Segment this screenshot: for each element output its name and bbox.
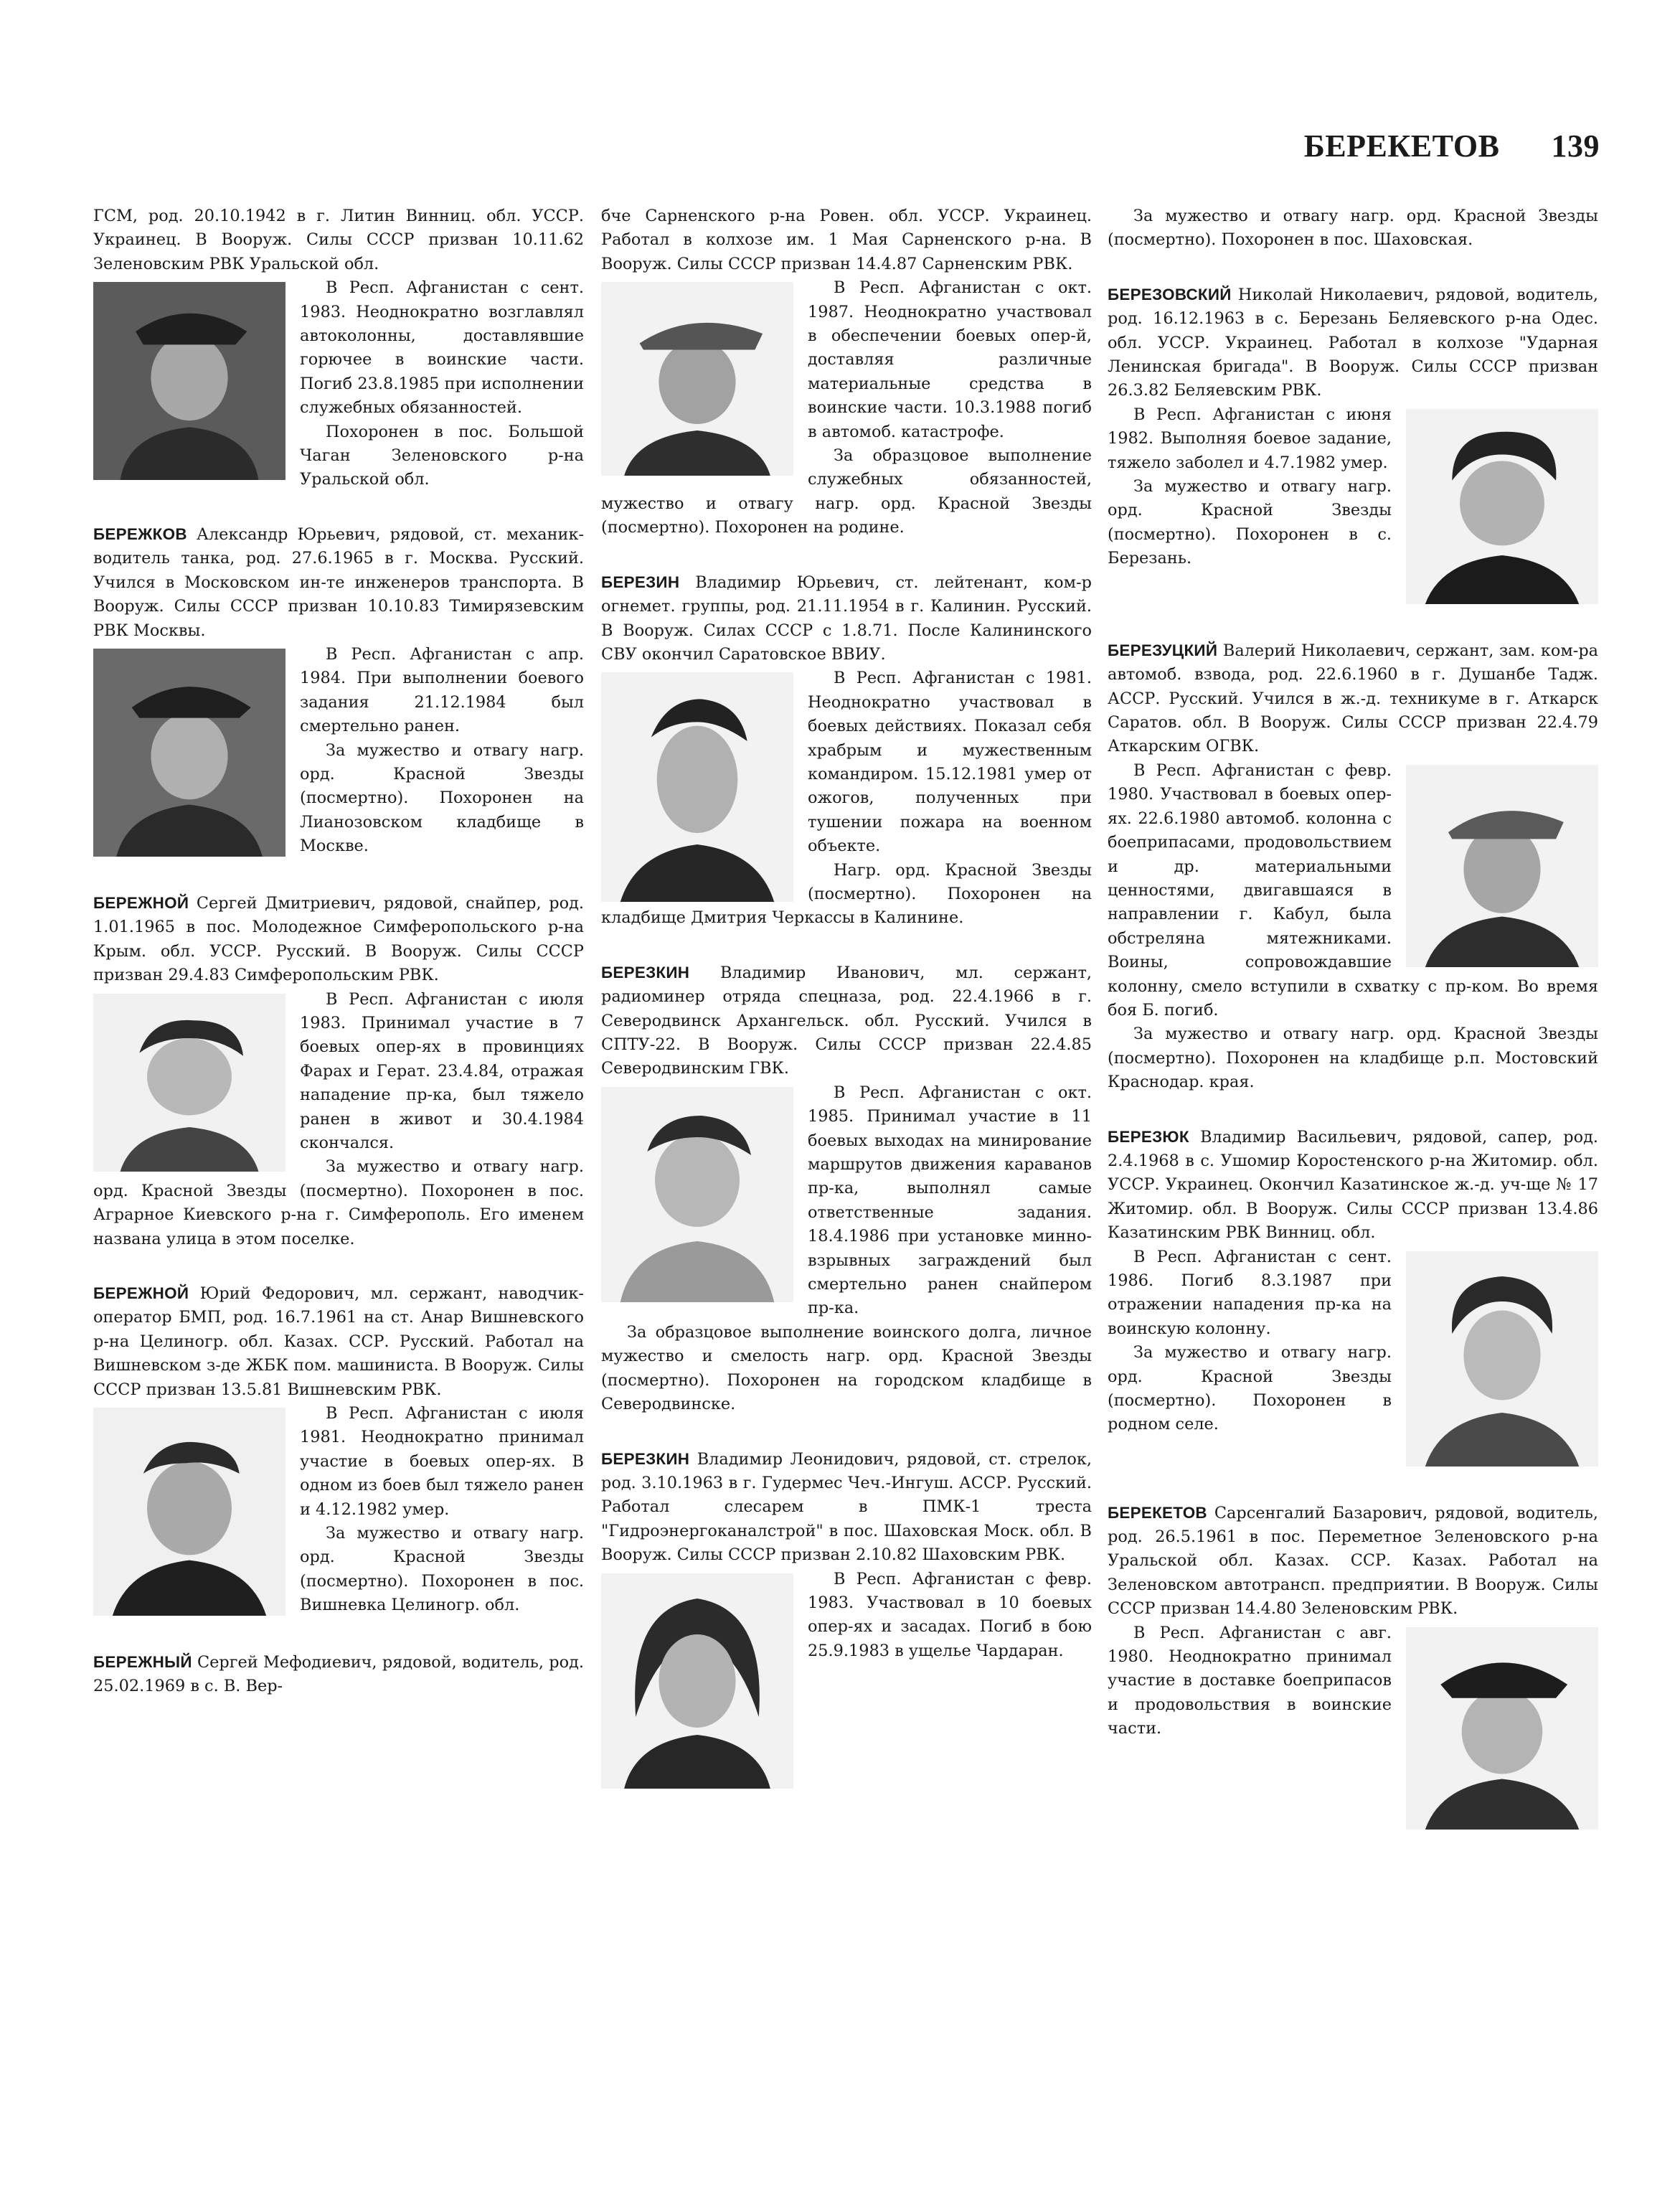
entry-intro <box>93 522 584 643</box>
entry-name: БЕРЕКЕТОВ <box>1108 1503 1207 1522</box>
entry-intro-text: Александр Юрьевич, рядовой, ст. механик-водитель танка, род. 27.6.1965 в г. Москва. Русский. Учился в Московском ин-те инженеров транспорта. В Вооруж. Силы СССР призван 10.10.83 Тимирязевским РВК Москвы. <box>93 524 585 640</box>
entry-paragraph: За мужество и отвагу нагр. орд. Красной Звезды (посмертно). Похоронен в пос. Вишневка Целиногр. обл. <box>300 1524 584 1615</box>
entry-intro <box>93 1281 584 1402</box>
entry-paragraph: В Респ. Афганистан с авг. 1980. Неоднократно принимал участие в доставке боеприпасов и продовольствия в воинские части. <box>1108 1623 1392 1738</box>
portrait-photo <box>1406 1627 1598 1830</box>
portrait-photo <box>1406 1251 1598 1466</box>
portrait-photo <box>1406 765 1598 967</box>
running-head: БЕРЕКЕТОВ <box>1303 128 1500 164</box>
column-3 <box>1108 204 1598 1864</box>
entry-intro <box>93 891 584 988</box>
column-1 <box>93 204 584 1729</box>
entry-paragraph: В Респ. Афганистан с апр. 1984. При выполнении боевого задания 21.12.1984 был смертельно ранен. <box>300 644 584 736</box>
entry-continuation <box>1108 204 1598 253</box>
entry-berezovsky <box>1108 283 1598 608</box>
portrait-photo <box>601 282 793 476</box>
portrait-photo <box>1406 409 1598 604</box>
entry-paragraph: В Респ. Афганистан с сент. 1983. Неоднократно возглавлял автоколонны, доставлявшие горючее в воинские части. Погиб 23.8.1985 при исполнении служебных обязанностей. <box>300 278 584 418</box>
entry-paragraph: В Респ. Афганистан с февр. 1980. Участвовал в боевых опер-ях. 22.6.1980 автомоб. колонна с боеприпасами, продовольствием и др. материальными ценностями, двигавшаяся в направлении г. Кабул, была обстреляна мятежниками. Воины, сопровождавшие колонну, смело вступили в схватку с пр-ком. Во время боя Б. погиб. <box>1108 761 1598 1020</box>
entry-berezutsky <box>1108 639 1598 1095</box>
entry-name: БЕРЕЖКОВ <box>93 524 187 543</box>
entry-paragraph: За мужество и отвагу нагр. орд. Красной Звезды (посмертно). Похоронен на Лианозовском кладбище в Москве. <box>300 740 584 856</box>
entry-berezhnoy-yuriy <box>93 1281 584 1620</box>
entry-name: БЕРЕЖНОЙ <box>93 1284 189 1302</box>
entry-intro <box>1108 1501 1598 1621</box>
entry-paragraph: Похоронен в пос. Большой Чаган Зеленовского р-на Уральской обл. <box>300 422 584 489</box>
entry-intro-text: Сарсенгалий Базарович, рядовой, водитель, род. 26.5.1961 в пос. Переметное Зеленовского р-на Уральской обл. Казах. ССР. Казах. Работал на Зеленовском автотрансп. предприятии. В Вооруж. Силы СССР призван 14.4.80 Зеленовским РВК. <box>1108 1503 1598 1619</box>
entry-paragraph: За мужество и отвагу нагр. орд. Красной Звезды (посмертно). Похоронен в пос. Аграрное Киевского р-на г. Симферополь. Его именем названа улица в этом поселке. <box>93 1157 584 1248</box>
entry-berezin <box>601 570 1092 931</box>
entry-intro-text: Владимир Иванович, мл. сержант, радиоминер отряда спецназа, род. 22.4.1966 в г. Северодвинск Архангельск. обл. Русский. Учился в СПТУ-22. В Вооруж. Силы СССР призван 22.4.85 Северодвинским ГВК. <box>601 963 1092 1078</box>
entry-paragraph: За мужество и отвагу нагр. орд. Красной Звезды (посмертно). Похоронен в с. Березань. <box>1108 477 1392 568</box>
entry-paragraph: Нагр. орд. Красной Звезды (посмертно). Похоронен на кладбище Дмитрия Черкассы в Калинине. <box>601 860 1092 928</box>
entry-berezhkov <box>93 522 584 861</box>
entry-berezhny <box>93 1650 584 1699</box>
entry-name: БЕРЕЗИН <box>601 573 680 591</box>
entry-paragraph: В Респ. Афганистан с окт. 1985. Принимал участие в 11 боевых выходах на минирование маршрутов движения караванов пр-ка, выполнял самые ответственные задания. 18.4.1986 при установке минно-взрывных заграждений был смертельно ранен снайпером пр-ка. <box>808 1083 1092 1318</box>
entry-intro-text: Сергей Дмитриевич, рядовой, снайпер, род. 1.01.1965 в пос. Молодежное Симферопольского р-на Крым. обл. УССР. Русский. В Вооруж. Силы СССР призван 29.4.83 Симферопольским РВК. <box>93 893 584 985</box>
entry-intro <box>93 1650 584 1699</box>
entry-bereziuk <box>1108 1125 1598 1471</box>
entry-bereketov <box>1108 1501 1598 1834</box>
entry-intro <box>1108 283 1598 403</box>
entry-intro-text: Валерий Николаевич, сержант, зам. ком-ра автомоб. взвода, род. 22.6.1960 в г. Душанбе Тадж. АССР. Русский. Учился в ж.-д. техникуме в г. Аткарск Саратов. обл. В Вооруж. Силы СССР призван 22.4.79 Аткарским ОГВК. <box>1108 641 1598 756</box>
entry-name: БЕРЕЗКИН <box>601 1449 690 1468</box>
entry-intro <box>601 1447 1092 1568</box>
entry-name: БЕРЕЖНОЙ <box>93 893 189 912</box>
entry-paragraph: За мужество и отвагу нагр. орд. Красной Звезды (посмертно). Похоронен в родном селе. <box>1108 1343 1392 1434</box>
entry-intro-text: Владимир Васильевич, рядовой, сапер, род. 2.4.1968 в с. Ушомир Коростенского р-на Житомир. обл. УССР. Украинец. Окончил Казатинское ж.-д. уч-ще № 17 Житомир. обл. В Вооруж. Силы СССР призван 13.4.86 Казатинским РВК Винниц. обл. <box>1108 1127 1599 1243</box>
entry-intro-text: Владимир Леонидович, рядовой, ст. стрелок, род. 3.10.1963 в г. Гудермес Чеч.-Ингуш. АССР. Русский. Работал слесарем в ПМК-1 треста "Гидроэнергоканалстрой" в пос. Шаховская Моск. обл. В Вооруж. Силы СССР призван 2.10.82 Шаховским РВК. <box>601 1449 1092 1565</box>
entry-paragraph: За мужество и отвагу нагр. орд. Красной Звезды (посмертно). Похоронен в пос. Шаховская. <box>1108 207 1598 250</box>
entry-intro <box>601 961 1092 1081</box>
entry-paragraph: В Респ. Афганистан с 1981. Неоднократно участвовал в боевых действиях. Показал себя храбрым и мужественным командиром. 15.12.1981 умер от ожогов, полученных при тушении пожара на военном объекте. <box>808 669 1092 856</box>
entry-intro <box>601 570 1092 667</box>
portrait-photo <box>601 1573 793 1789</box>
entry-continuation <box>93 204 584 492</box>
entry-intro-text: Владимир Юрьевич, ст. лейтенант, ком-р огнемет. группы, род. 21.11.1954 в г. Калинин. Русский. В Вооруж. Силах СССР с 1.8.71. После Калининского СВУ окончил Саратовское ВВИУ. <box>601 573 1092 664</box>
entry-paragraph: В Респ. Афганистан с февр. 1983. Участвовал в 10 боевых опер-ях и засадах. Погиб в бою 25.9.1983 в ущелье Чардаран. <box>808 1569 1092 1660</box>
entry-paragraph: В Респ. Афганистан с окт. 1987. Неоднократно участвовал в обеспечении боевых опер-й, доставляя различные материальные средства в воинские части. 10.3.1988 погиб в автомоб. катастрофе. <box>808 278 1092 441</box>
entry-intro <box>1108 1125 1598 1246</box>
entry-paragraph: В Респ. Афганистан с сент. 1986. Погиб 8.3.1987 при отражении нападения пр-ка на воинскую колонну. <box>1108 1247 1392 1338</box>
portrait-photo <box>93 994 285 1172</box>
column-2 <box>601 204 1092 1823</box>
entry-paragraph: За образцовое выполнение служебных обязанностей, мужество и отвагу нагр. орд. Красной Звезды (посмертно). Похоронен на родине. <box>601 446 1092 537</box>
entry-intro-text: Сергей Мефодиевич, рядовой, водитель, род. 25.02.1969 в с. В. Вер- <box>93 1653 584 1696</box>
running-header <box>1241 128 1600 178</box>
portrait-photo <box>93 282 285 480</box>
entry-berezkin-vladimir-ivanovich <box>601 961 1092 1417</box>
entry-intro-text: Николай Николаевич, рядовой, водитель, род. 16.12.1963 в с. Березань Беляевского р-на Одес. обл. УССР. Украинец. Работал в колхозе "Ударная Ленинская бригада". В Вооруж. Силы СССР призван 26.3.82 Беляевским РВК. <box>1108 285 1598 400</box>
portrait-photo <box>601 1087 793 1302</box>
page-number: 139 <box>1551 128 1600 164</box>
entry-name: БЕРЕЗКИН <box>601 963 690 981</box>
entry-paragraph: За образцовое выполнение воинского долга, личное мужество и смелость нагр. орд. Красной Звезды (посмертно). Похоронен на городском кладбище в Северодвинске. <box>601 1322 1092 1414</box>
entry-paragraph: В Респ. Афганистан с июня 1982. Выполняя боевое задание, тяжело заболел и 4.7.1982 умер. <box>1108 405 1392 472</box>
entry-berezkin-vladimir-leonidovich <box>601 1447 1092 1793</box>
entry-name: БЕРЕЗЮК <box>1108 1127 1189 1146</box>
entry-paragraph: За мужество и отвагу нагр. орд. Красной Звезды (посмертно). Похоронен на кладбище р.п. Мостовский Краснодар. края. <box>1108 1025 1598 1092</box>
portrait-photo <box>93 1408 285 1616</box>
entry-name: БЕРЕЖНЫЙ <box>93 1653 192 1672</box>
portrait-photo <box>93 649 285 857</box>
entry-lead: бче Сарненского р-на Ровен. обл. УССР. Украинец. Работал в колхозе им. 1 Мая Сарненского р-на. В Вооруж. Силы СССР призван 14.4.87 Сарненским РВК. <box>601 207 1092 273</box>
portrait-photo <box>601 672 793 902</box>
entry-name: БЕРЕЗОВСКИЙ <box>1108 285 1232 303</box>
entry-paragraph: В Респ. Афганистан с июля 1983. Принимал участие в 7 боевых опер-ях в провинциях Фарах и Герат. 23.4.84, отражая нападение пр-ка, был тяжело ранен в живот и 30.4.1984 скончался. <box>300 989 584 1152</box>
entry-lead: ГСМ, род. 20.10.1942 в г. Литин Винниц. обл. УССР. Украинец. В Вооруж. Силы СССР призван 10.11.62 Зеленовским РВК Уральской обл. <box>93 207 584 273</box>
entry-paragraph: В Респ. Афганистан с июля 1981. Неоднократно принимал участие в боевых опер-ях. В одном из боев был тяжело ранен и 4.12.1982 умер. <box>300 1404 584 1519</box>
entry-continuation <box>601 204 1092 540</box>
entry-intro-text: Юрий Федорович, мл. сержант, наводчик-оператор БМП, род. 16.7.1961 на ст. Анар Вишневского р-на Целиногр. обл. Казах. ССР. Русский. Работал на Вишневском з-де ЖБК пом. машиниста. В Вооруж. Силы СССР призван 13.5.81 Вишневским РВК. <box>93 1284 584 1399</box>
entry-name: БЕРЕЗУЦКИЙ <box>1108 641 1218 659</box>
entry-berezhnoy-sergey <box>93 891 584 1251</box>
entry-intro <box>1108 639 1598 759</box>
